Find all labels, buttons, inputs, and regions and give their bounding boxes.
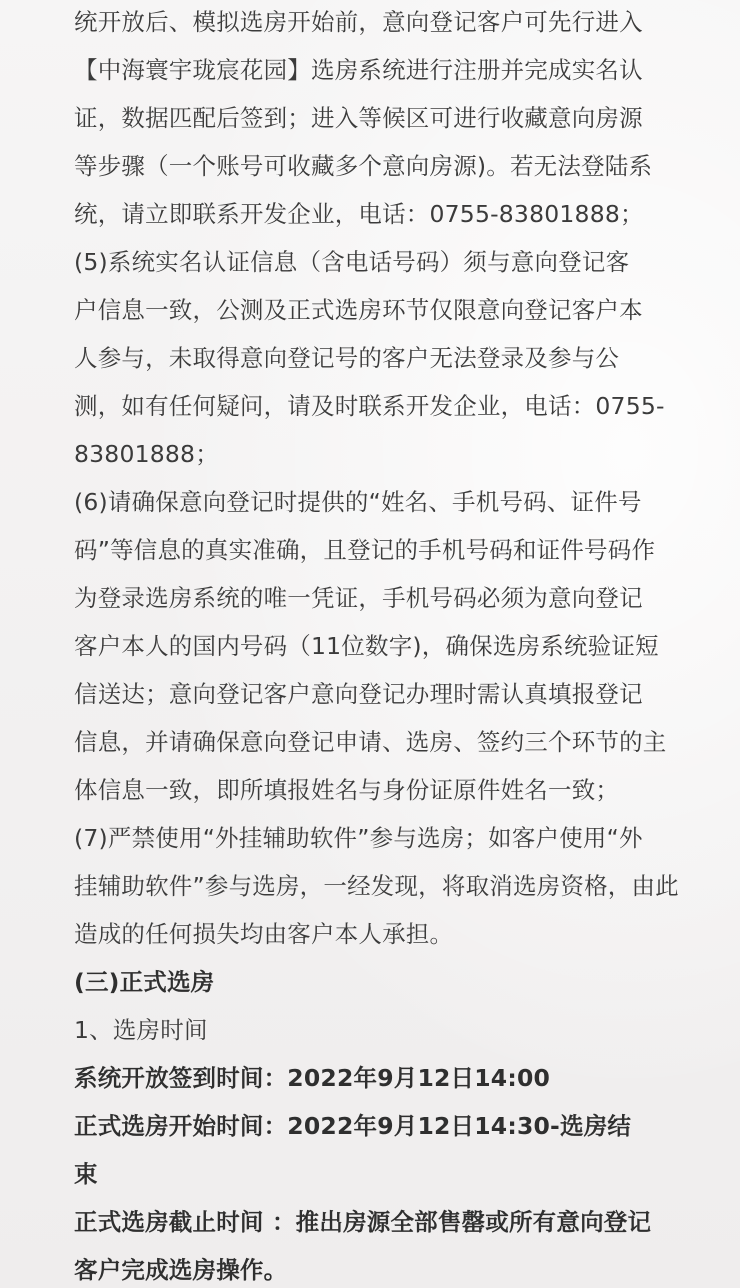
check-in-time: 系统开放签到时间：2022年9月12日14:00: [74, 1064, 551, 1092]
text-line: 测，如有任何疑问，请及时联系开发企业，电话：0755-: [74, 392, 665, 420]
text-line: 83801888；: [74, 440, 219, 468]
selection-start-time: 正式选房开始时间：2022年9月12日14:30-选房结: [74, 1112, 632, 1140]
subsection-heading: 1、选房时间: [74, 1016, 208, 1044]
item-5-start: (5)系统实名认证信息（含电话号码）须与意向登记客: [74, 248, 630, 276]
selection-end-time-cont: 客户完成选房操作。: [74, 1256, 288, 1284]
selection-end-time: 正式选房截止时间 ：推出房源全部售罄或所有意向登记: [74, 1208, 652, 1236]
text-line: 统开放后、模拟选房开始前，意向登记客户可先行进入: [74, 8, 643, 36]
text-line: 体信息一致，即所填报姓名与身份证原件姓名一致；: [74, 776, 620, 804]
text-line: 证，数据匹配后签到；进入等候区可进行收藏意向房源: [74, 104, 643, 132]
item-7-start: (7)严禁使用“外挂辅助软件”参与选房；如客户使用“外: [74, 824, 643, 852]
text-line: 等步骤（一个账号可收藏多个意向房源)。若无法登陆系: [74, 152, 653, 180]
text-line: 客户本人的国内号码（11位数字)，确保选房系统验证短: [74, 632, 659, 660]
section-heading: (三)正式选房: [74, 968, 215, 996]
selection-start-time-cont: 束: [74, 1160, 98, 1188]
text-line: 人参与，未取得意向登记号的客户无法登录及参与公: [74, 344, 620, 372]
text-line: 码”等信息的真实准确，且登记的手机号码和证件号码作: [74, 536, 656, 564]
text-line: 造成的任何损失均由客户本人承担。: [74, 920, 454, 948]
text-line: 信息，并请确保意向登记申请、选房、签约三个环节的主: [74, 728, 667, 756]
text-line: 信送达；意向登记客户意向登记办理时需认真填报登记: [74, 680, 643, 708]
text-line: 【中海寰宇珑宸花园】选房系统进行注册并完成实名认: [74, 56, 643, 84]
text-line: 为登录选房系统的唯一凭证，手机号码必须为意向登记: [74, 584, 643, 612]
text-line: 统，请立即联系开发企业，电话：0755-83801888；: [74, 200, 644, 228]
text-line: 户信息一致，公测及正式选房环节仅限意向登记客户本: [74, 296, 643, 324]
item-6-start: (6)请确保意向登记时提供的“姓名、手机号码、证件号: [74, 488, 642, 516]
text-line: 挂辅助软件”参与选房，一经发现，将取消选房资格，由此: [74, 872, 679, 900]
